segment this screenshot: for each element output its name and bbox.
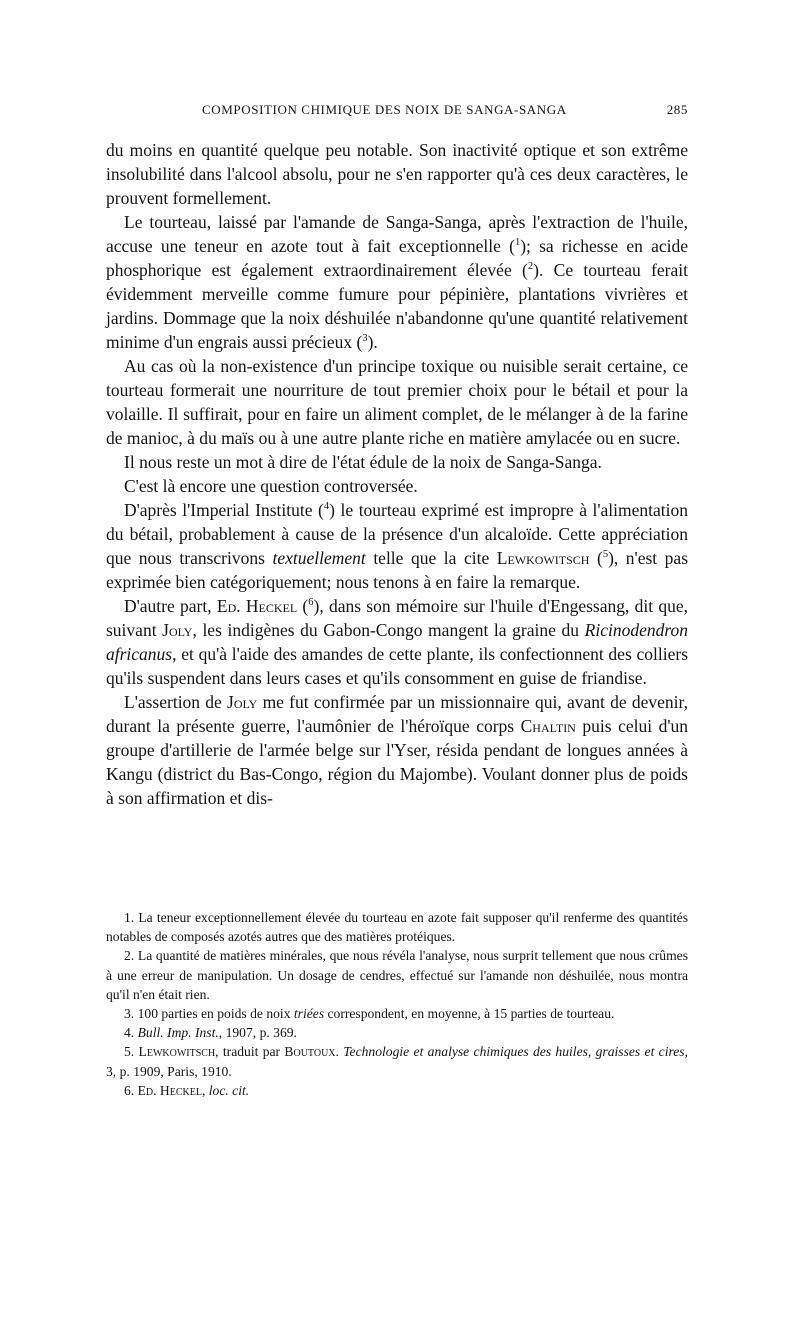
footnotes [106, 908, 688, 1100]
author-name: Joly [162, 620, 193, 640]
author-name: Lewkowitsch [496, 548, 590, 568]
footnote-5: 5. Lewkowitsch, traduit par Boutoux. Technologie et analyse chimiques des huiles, graisses et cires, 3, p. 1909, Paris, 1910. [106, 1044, 689, 1079]
footnote-3: 3. 100 parties en poids de noix triées correspondent, en moyenne, à 15 parties de tourteau. [124, 1006, 615, 1022]
footnote-ref-5: 5 [602, 549, 609, 561]
footnote-4: 4. Bull. Imp. Inst., 1907, p. 369. [124, 1025, 297, 1041]
paragraph-2: Le tourteau, laissé par l'amande de Sanga-Sanga, après l'extraction de l'huile, accuse une teneur en azote tout à fait exceptionnelle ($^1$); sa richesse en acide phosphorique est également extraordinairement élevée ($^2$). Ce tourteau ferait évidemment merveille comme fumure pour pépinière, plantations vivrières et jardins. Dommage que la noix déshuilée n'abandonne qu'une quantité relativement minime d'un engrais aussi précieux ($^3$). [106, 212, 689, 352]
footnote-1: 1. La teneur exceptionnellement élevée du tourteau en azote fait supposer qu'il renferme des quantités notables de composés azotés autres que des matières protéiques. [106, 910, 688, 945]
author-name: Ed. Heckel [216, 596, 298, 616]
paragraph-4: Il nous reste un mot à dire de l'état édule de la noix de Sanga-Sanga. [124, 452, 602, 472]
proper-name: Chaltin [520, 716, 576, 736]
footnote-ref-6: 6 [308, 597, 314, 609]
footnote-ref-1: 1 [514, 237, 521, 249]
footnote-6: 6. Ed. Heckel, loc. cit. [124, 1082, 250, 1098]
page-number: 285 [666, 102, 688, 117]
footnote-2: 2. La quantité de matières minérales, que nous révéla l'analyse, nous surprit tellement que nous crûmes à une erreur de manipulation. Un dosage de cendres, effectué sur l'amande non déshuilée, nous montra qu'il n'en était rien. [106, 948, 688, 1002]
author-name: Joly [227, 692, 258, 712]
footnote-ref-4: 4 [323, 501, 330, 513]
running-title: COMPOSITION CHIMIQUE DES NOIX DE SANGA-SANGA [202, 102, 567, 117]
paragraph-6: D'après l'Imperial Institute ($^4$) le tourteau exprimé est impropre à l'alimentation du bétail, probablement à cause de la présence d'un alcaloïde. Cette appréciation que nous transcrivons textuellement telle que la cite Lewkowitsch ($^5$), n'est pas exprimée bien catégoriquement; nous tenons à en faire la remarque. [106, 500, 689, 592]
paragraph-8: L'assertion de Joly me fut confirmée par un missionnaire qui, avant de devenir, durant la présente guerre, l'aumônier de l'héroïque corps Chaltin puis celui d'un groupe d'artillerie de l'armée belge sur l'Yser, résida pendant de longues années à Kangu (district du Bas-Congo, région du Majombe). Voulant donner plus de poids à son affirmation et dis- [106, 692, 688, 808]
species-name: Ricinodendron africanus [106, 620, 688, 664]
paragraph-5: C'est là encore une question controversée. [124, 476, 418, 496]
footnote-ref-3: 3 [362, 333, 368, 345]
body-text [106, 138, 688, 810]
paragraph-1: du moins en quantité quelque peu notable. Son inactivité optique et son extrême insolubilité dans l'alcool absolu, pour ne s'en rapporter qu'à ces deux caractères, le prouvent formellement. [106, 140, 688, 208]
footnote-ref-2: 2 [527, 261, 534, 273]
paragraph-7: D'autre part, Ed. Heckel ($^6$), dans son mémoire sur l'huile d'Engessang, dit que, suivant Joly, les indigènes du Gabon-Congo mangent la graine du Ricinodendron africanus, et qu'à l'aide des amandes de cette plante, ils confectionnent des colliers qu'ils suspendent dans leurs cases et qu'ils consomment en guise de friandise. [106, 596, 689, 688]
paragraph-3: Au cas où la non-existence d'un principe toxique ou nuisible serait certaine, ce tourteau formerait une nourriture de tout premier choix pour le bétail et pour la volaille. Il suffirait, pour en faire un aliment complet, de le mélanger à de la farine de manioc, à du maïs ou à une autre plante riche en matière amylacée ou en sucre. [106, 356, 688, 448]
